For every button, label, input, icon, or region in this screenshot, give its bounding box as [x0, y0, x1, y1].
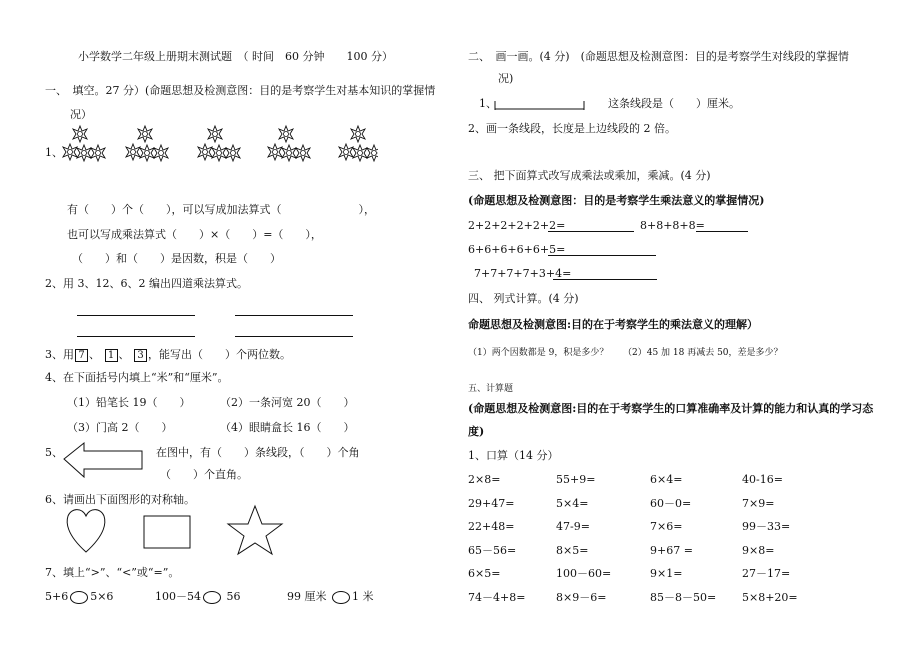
q4-item-a: （1）铅笔长 19（ ）	[67, 396, 191, 409]
q4-text: 4、在下面括号内填上“米”和“厘米”。	[45, 371, 229, 384]
flower-group-3	[198, 126, 240, 161]
q7-compare-b: 100－54 56	[155, 590, 241, 603]
calc-item: 9×8=	[742, 543, 775, 557]
calc-item: 100－60=	[556, 567, 612, 580]
calc-item: 29+47=	[468, 496, 515, 510]
q7-text: 7、填上“>”、“<”或“=”。	[45, 566, 180, 579]
section-2-heading-cont: 况)	[498, 72, 514, 85]
calc-item: 85－8－50=	[650, 590, 717, 604]
compare-blank-b[interactable]	[203, 591, 221, 604]
digit-card-1: 1	[105, 349, 118, 362]
given-line-segment	[494, 99, 586, 111]
s3-expr-1: 2+2+2+2+2+2=	[468, 219, 566, 232]
flower-group-4	[268, 126, 310, 161]
q1-line-2: 也可以写成乘法算式（ ）×（ ）=（ ），	[67, 228, 322, 241]
s2-q1-text: 这条线段是（ ）厘米。	[608, 97, 740, 110]
s2-q2-text: 2、画一条线段，长度是上边线段的 2 倍。	[468, 122, 676, 135]
s3-expr-3: 6+6+6+6+6+5=	[468, 243, 566, 256]
calc-item: 8×9－6=	[556, 590, 607, 604]
compare-blank-a[interactable]	[70, 591, 88, 604]
answer-line-1[interactable]	[77, 315, 195, 316]
s3-answer-2[interactable]	[696, 231, 748, 232]
calc-item: 7×6=	[650, 520, 683, 533]
calc-item: 74－4+8=	[468, 590, 526, 604]
section-1-heading-cont: 况）	[70, 108, 92, 121]
section-5-heading: 五、计算题	[468, 384, 514, 394]
section-5-intent: (命题思想及检测意图:目的在于考察学生的口算准确率及计算的能力和认真的学习态	[468, 402, 874, 415]
digit-card-3: 3	[134, 349, 147, 362]
calc-item: 9×1=	[650, 567, 683, 580]
heart-shape	[67, 510, 105, 552]
q2-text: 2、用 3、12、6、2 编出四道乘法算式。	[45, 277, 248, 290]
section-3-heading: 三、 把下面算式改写成乘法或乘加，乘减。(4 分)	[468, 169, 711, 182]
calc-item: 99－33=	[742, 520, 791, 533]
q1-line-1: 有（ ）个（ ），可以写成加法算式（ ），	[67, 203, 375, 216]
q5-line-1: 在图中，有（ ）条线段，（ ）个角	[156, 446, 360, 459]
answer-line-4[interactable]	[235, 336, 353, 337]
calc-item: 27－17=	[742, 567, 791, 580]
calc-item: 5×8+20=	[742, 590, 798, 604]
flower-group-1	[63, 126, 105, 161]
s3-answer-1[interactable]	[548, 231, 634, 232]
section-4-intent: 命题思想及检测意图:目的在于考察学生的乘法意义的理解）	[468, 318, 759, 331]
flower-group-5	[339, 126, 378, 161]
q1-line-3: （ ）和（ ）是因数，积是（ ）	[72, 252, 281, 265]
s3-expr-2: 8+8+8+8=	[640, 219, 705, 232]
symmetry-shapes-figure	[62, 504, 302, 556]
flower-groups-figure	[58, 122, 378, 172]
calc-item: 6×4=	[650, 473, 683, 486]
calc-item: 9+67 =	[650, 543, 693, 557]
q3-text: 3、用 7 、 1 、 3 ，能写出（ ）个两位数。	[45, 348, 291, 361]
s4-question-1: （1）两个因数都是 9，积是多少？	[468, 348, 609, 358]
s3-expr-4: 7+7+7+7+3+4=	[474, 267, 572, 280]
calc-item: 47-9=	[556, 520, 590, 533]
calc-item: 7×9=	[742, 496, 775, 510]
q5-line-2: （ ）个直角。	[160, 468, 248, 481]
s3-answer-4[interactable]	[553, 279, 657, 280]
q7-compare-a: 5+6 5×6	[45, 590, 114, 603]
section-4-heading: 四、 列式计算。(4 分)	[468, 292, 579, 305]
s5-subheading: 1、口算（14 分）	[468, 449, 559, 462]
rectangle-shape	[144, 516, 190, 548]
flower-group-2	[126, 126, 168, 161]
section-3-intent: (命题思想及检测意图：目的是考察学生乘法意义的掌握情况)	[468, 194, 765, 207]
exam-title: 小学数学二年级上册期末测试题 （ 时间 60 分钟 100 分）	[78, 50, 393, 63]
calc-item: 8×5=	[556, 543, 589, 557]
answer-line-3[interactable]	[77, 336, 195, 337]
star-shape	[228, 506, 282, 554]
q5-number: 5、	[45, 446, 63, 459]
s4-question-2: （2）45 加 18 再减去 50，差是多少？	[623, 348, 783, 358]
arrow-shape-figure	[62, 441, 146, 481]
calc-item: 6×5=	[468, 567, 501, 580]
q7-compare-c: 99 厘米 1 米	[287, 590, 374, 603]
q4-item-d: （4）眼睛盒长 16（ ）	[220, 421, 355, 434]
q6-text: 6、请画出下面图形的对称轴。	[45, 493, 195, 506]
section-1-heading: 一、 填空。27 分）(命题思想及检测意图：目的是考察学生对基本知识的掌握情	[45, 84, 436, 97]
s3-answer-3[interactable]	[548, 255, 656, 256]
calc-item: 40-16=	[742, 473, 783, 486]
s2-q1-number: 1、	[479, 97, 497, 110]
calc-item: 60－0=	[650, 496, 692, 510]
calc-item: 55+9=	[556, 473, 596, 486]
compare-blank-c[interactable]	[332, 591, 350, 604]
section-2-heading: 二、 画一画。(4 分) (命题思想及检测意图：目的是考察学生对线段的掌握情	[468, 50, 849, 63]
q4-item-b: （2）一条河宽 20（ ）	[220, 396, 355, 409]
calc-item: 22+48=	[468, 520, 515, 533]
section-5-intent-cont: 度)	[468, 425, 485, 438]
calc-item: 5×4=	[556, 496, 589, 510]
q4-item-c: （3）门高 2（ ）	[67, 421, 173, 434]
calc-item: 2×8=	[468, 473, 501, 486]
q1-number: 1、	[45, 146, 63, 159]
digit-card-7: 7	[75, 349, 88, 362]
calc-item: 65－56=	[468, 543, 517, 557]
answer-line-2[interactable]	[235, 315, 353, 316]
